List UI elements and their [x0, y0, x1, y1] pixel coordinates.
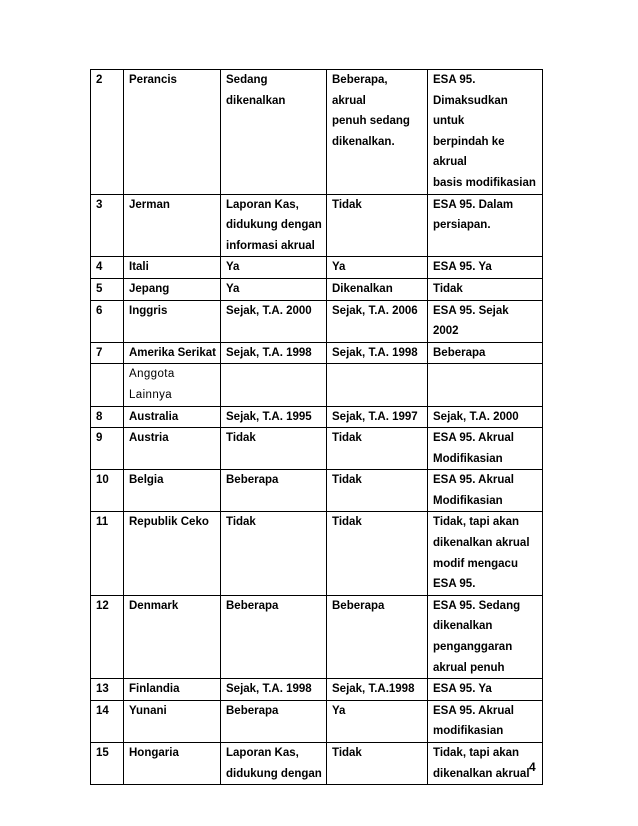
cell-country: Inggris: [124, 300, 221, 342]
cell-column-b: Tidak: [327, 743, 428, 785]
cell-column-a: Laporan Kas, didukung dengan informasi akrual: [221, 194, 327, 257]
cell-number: 12: [91, 595, 124, 678]
cell-column-a: Ya: [221, 278, 327, 300]
cell-column-a: Sejak, T.A. 1995: [221, 406, 327, 428]
cell-column-c: ESA 95. Dimaksudkan untuk berpindah ke akrual basis modifikasian: [428, 70, 543, 195]
cell-country: Austria: [124, 428, 221, 470]
cell-column-b: Sejak, T.A.1998: [327, 679, 428, 701]
cell-column-a: Sedang dikenalkan: [221, 70, 327, 195]
table-row: [91, 406, 543, 428]
cell-column-c: ESA 95. Sejak 2002: [428, 300, 543, 342]
cell-column-c: ESA 95. Akrual Modifikasian: [428, 428, 543, 470]
cell-number: 14: [91, 700, 124, 742]
cell-column-b: [327, 364, 428, 406]
table-row: [91, 595, 543, 678]
cell-country: Republik Ceko: [124, 512, 221, 595]
cell-number: 9: [91, 428, 124, 470]
cell-column-b: Ya: [327, 700, 428, 742]
cell-column-c: ESA 95. Dalam persiapan.: [428, 194, 543, 257]
cell-number: 8: [91, 406, 124, 428]
table-row: [91, 70, 543, 195]
table-row: [91, 700, 543, 742]
cell-country: Jerman: [124, 194, 221, 257]
table-row: [91, 194, 543, 257]
cell-number: [91, 364, 124, 406]
cell-number: 7: [91, 342, 124, 364]
table-row: [91, 679, 543, 701]
cell-number: 3: [91, 194, 124, 257]
cell-country: Denmark: [124, 595, 221, 678]
cell-country: Itali: [124, 257, 221, 279]
table-row: [91, 512, 543, 595]
cell-column-b: Dikenalkan: [327, 278, 428, 300]
cell-column-a: [221, 364, 327, 406]
cell-number: 2: [91, 70, 124, 195]
cell-column-a: Tidak: [221, 428, 327, 470]
cell-number: 11: [91, 512, 124, 595]
cell-column-b: Ya: [327, 257, 428, 279]
cell-column-a: Sejak, T.A. 2000: [221, 300, 327, 342]
cell-column-c: ESA 95. Akrual modifikasian: [428, 700, 543, 742]
cell-column-a: Ya: [221, 257, 327, 279]
cell-country: Hongaria: [124, 743, 221, 785]
cell-country: Anggota Lainnya: [124, 364, 221, 406]
cell-column-c: Tidak: [428, 278, 543, 300]
cell-column-a: Beberapa: [221, 595, 327, 678]
cell-column-b: Sejak, T.A. 2006: [327, 300, 428, 342]
cell-column-c: Tidak, tapi akan dikenalkan akrual: [428, 743, 543, 785]
table-body: [91, 70, 543, 785]
cell-column-b: Tidak: [327, 470, 428, 512]
page-number: 4: [529, 760, 536, 774]
cell-column-a: Sejak, T.A. 1998: [221, 679, 327, 701]
cell-column-b: Tidak: [327, 512, 428, 595]
cell-column-b: Beberapa: [327, 595, 428, 678]
cell-country: Australia: [124, 406, 221, 428]
cell-column-b: Beberapa, akrual penuh sedang dikenalkan.: [327, 70, 428, 195]
cell-country: Finlandia: [124, 679, 221, 701]
cell-column-c: ESA 95. Ya: [428, 679, 543, 701]
table-row: [91, 364, 543, 406]
table-row: [91, 743, 543, 785]
cell-number: 15: [91, 743, 124, 785]
cell-country: Amerika Serikat: [124, 342, 221, 364]
cell-column-a: Tidak: [221, 512, 327, 595]
cell-number: 13: [91, 679, 124, 701]
cell-column-c: ESA 95. Sedang dikenalkan penganggaran akrual penuh: [428, 595, 543, 678]
cell-country: Jepang: [124, 278, 221, 300]
cell-number: 4: [91, 257, 124, 279]
cell-country: Yunani: [124, 700, 221, 742]
cell-country: Belgia: [124, 470, 221, 512]
country-accounting-table: [90, 69, 543, 785]
cell-column-c: ESA 95. Ya: [428, 257, 543, 279]
table-row: [91, 428, 543, 470]
cell-column-c: [428, 364, 543, 406]
cell-column-c: ESA 95. Akrual Modifikasian: [428, 470, 543, 512]
cell-column-a: Laporan Kas, didukung dengan: [221, 743, 327, 785]
cell-column-b: Sejak, T.A. 1997: [327, 406, 428, 428]
cell-column-c: Beberapa: [428, 342, 543, 364]
cell-column-a: Beberapa: [221, 470, 327, 512]
cell-column-c: Tidak, tapi akan dikenalkan akrual modif mengacu ESA 95.: [428, 512, 543, 595]
table-row: [91, 278, 543, 300]
cell-column-b: Sejak, T.A. 1998: [327, 342, 428, 364]
table-row: [91, 300, 543, 342]
cell-column-c: Sejak, T.A. 2000: [428, 406, 543, 428]
cell-number: 10: [91, 470, 124, 512]
table-row: [91, 342, 543, 364]
table-row: [91, 257, 543, 279]
cell-number: 5: [91, 278, 124, 300]
cell-column-b: Tidak: [327, 194, 428, 257]
cell-column-b: Tidak: [327, 428, 428, 470]
cell-number: 6: [91, 300, 124, 342]
cell-column-a: Sejak, T.A. 1998: [221, 342, 327, 364]
table-row: [91, 470, 543, 512]
cell-column-a: Beberapa: [221, 700, 327, 742]
cell-country: Perancis: [124, 70, 221, 195]
